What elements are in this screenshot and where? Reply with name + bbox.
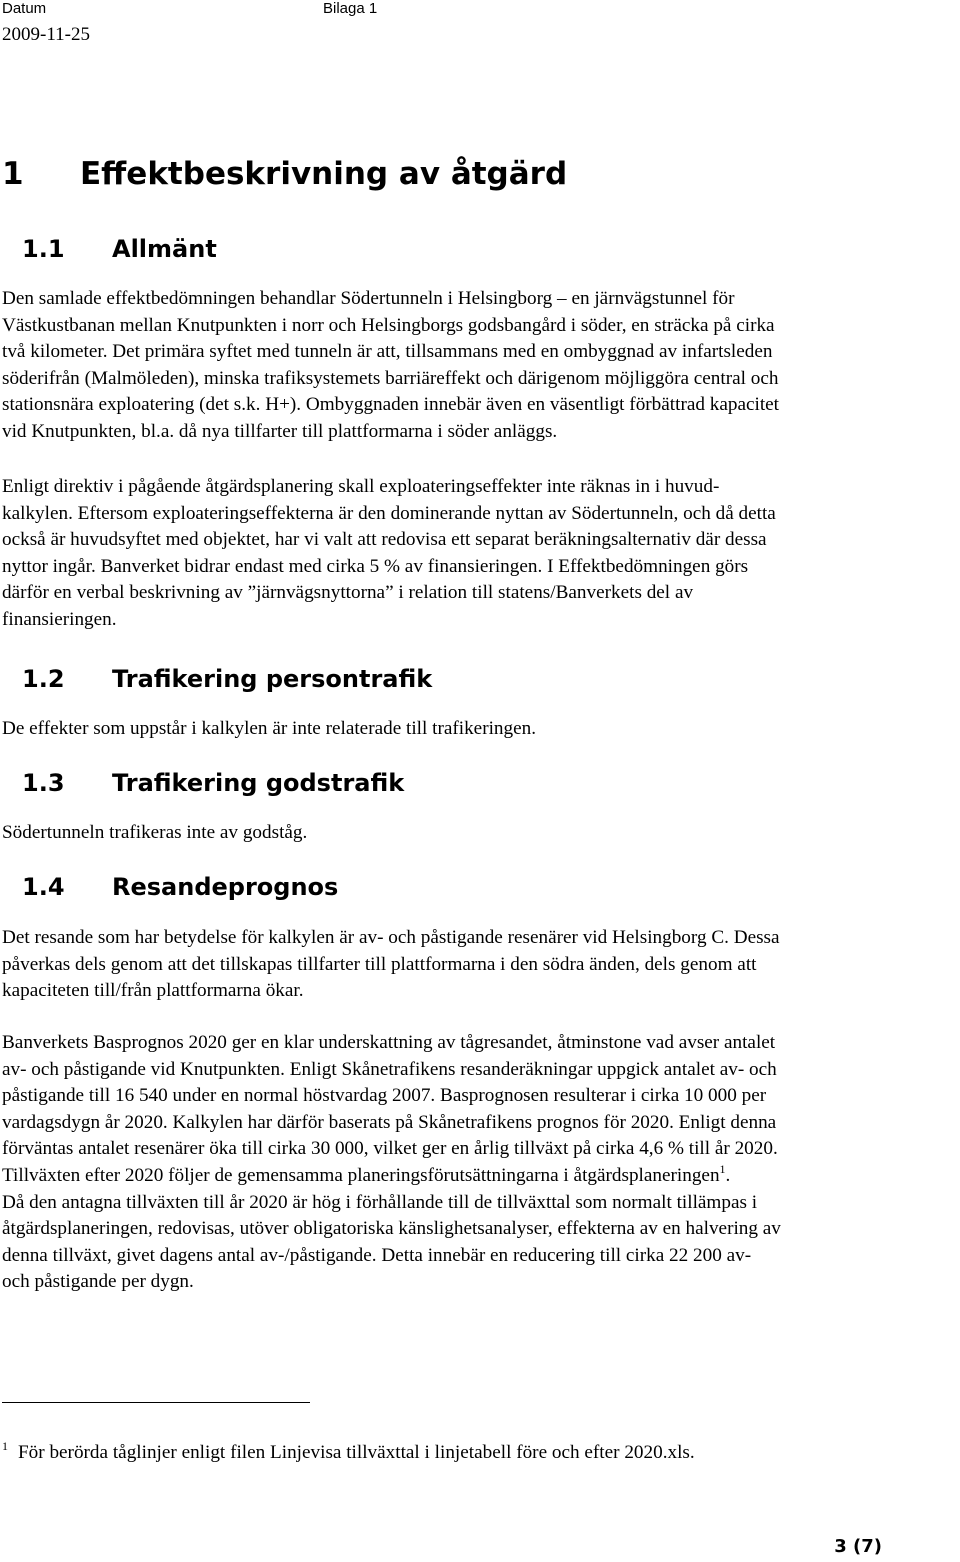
section-number: 1.4 [22,873,65,901]
sentence-end: . [725,1164,731,1186]
text-line: Enligt direktiv i pågående åtgärdsplanering skall exploateringseffekter inte räknas in i huvud- [2,476,720,497]
main-heading-title: Effektbeskrivning av åtgärd [80,156,568,192]
text-line: Västkustbanan mellan Knutpunkten i norr och Helsingborgs godsbangård i söder, en sträcka på cirka [2,314,775,336]
text-line: Den samlade effektbedömningen behandlar Södertunneln i Helsingborg – en järnvägstunnel för [2,288,735,309]
paragraph-general-intro [2,286,958,446]
text-line: Det resande som har betydelse för kalkylen är av- och påstigande resenärer vid Helsingborg C. Dessa [2,927,780,948]
paragraph-general-directive [2,474,958,634]
attachment-label: Bilaga 1 [323,0,378,17]
text-line: söderifrån (Malmöleden), minska trafiksystemets barriäreffekt och därigenom möjliggöra central och [2,367,779,389]
footnote-marker: 1 [2,1439,8,1453]
section-title: Resandeprognos [112,873,339,901]
text-line: denna tillväxt, givet dagens antal av-/påstigande. Detta innebär en reducering till cirka 22 200 av- [2,1244,752,1266]
text-line: stationsnära exploatering (det s.k. H+). Ombyggnaden innebär även en väsentligt förbättrad kapacitet [2,394,779,416]
section-title: Trafikering godstrafik [112,769,405,797]
text-line: nyttor ingår. Banverket bidrar endast med cirka 5 % av finansieringen. I Effektbedömningen görs [2,555,749,577]
section-heading-freight-traffic [22,768,404,798]
text-line: påstigande till 16 540 under en normal höstvardag 2007. Basprognosen resulterar i cirka 10 000 per [2,1085,767,1107]
page-number: 3 (7) [834,1536,882,1557]
section-title: Allmänt [112,235,217,263]
document-date: 2009-11-25 [2,24,90,45]
footnote-separator [2,1402,310,1403]
text-line: kapaciteten till/från plattformarna ökar. [2,980,304,1002]
text-line: och påstigande per dygn. [2,1271,194,1293]
main-heading [2,154,567,194]
text-line: också är huvudsyftet med objektet, har vi valt att redovisa ett separat beräkningsalternativ där dessa [2,529,767,551]
footnote [2,1440,695,1466]
section-number: 1.1 [22,235,65,263]
main-heading-number: 1 [2,156,24,192]
text-line: vardagsdygn år 2020. Kalkylen har därför baserats på Skånetrafikens prognos för 2020. Enligt denna [2,1111,777,1133]
date-label: Datum [2,0,47,17]
text-line: Södertunneln trafikeras inte av godståg. [2,822,308,843]
section-number: 1.2 [22,665,65,693]
text-line: förväntas antalet resenärer öka till cirka 30 000, vilket ger en årlig tillväxt på cirka 4,6 % till år 2020. [2,1138,778,1160]
text-line [2,1163,958,1190]
section-heading-passenger-traffic [22,664,432,694]
text-line: Då den antagna tillväxten till år 2020 är hög i förhållande till de tillväxttal som normalt tillämpas i [2,1191,758,1213]
paragraph-passenger-traffic [2,716,958,743]
text-line: kalkylen. Eftersom exploateringseffekterna är den dominerande nyttan av Södertunneln, och då detta [2,502,776,524]
footnote-reference[interactable]: 1 [719,1161,726,1176]
text-line-content: Tillväxten efter 2020 följer de gemensamma planeringsförutsättningarna i åtgärdsplaneringen [2,1164,720,1186]
text-line: av- och påstigande vid Knutpunkten. Enligt Skånetrafikens resanderäkningar uppgick antalet av- och [2,1058,777,1080]
text-line: De effekter som uppstår i kalkylen är inte relaterade till trafikeringen. [2,718,537,739]
footnote-text: För berörda tåglinjer enligt filen Linjevisa tillväxttal i linjetabell före och efter 2020.xls. [18,1442,695,1463]
text-line: finansieringen. [2,608,117,630]
section-title: Trafikering persontrafik [112,665,433,693]
text-line: därför en verbal beskrivning av ”järnvägsnyttorna” i relation till statens/Banverkets del av [2,582,694,604]
paragraph-freight-traffic [2,820,958,847]
section-heading-travel-forecast [22,872,338,902]
paragraph-forecast-details [2,1030,958,1296]
section-heading-general [22,234,217,264]
text-line: två kilometer. Det primära syftet med tunneln är att, tillsammans med en ombyggnad av infartsleden [2,341,773,363]
text-line: vid Knutpunkten, bl.a. då nya tillfarter till plattformarna i söder anläggs. [2,420,558,442]
paragraph-forecast-intro [2,925,958,1005]
text-line: åtgärdsplaneringen, redovisas, utöver obligatoriska känslighetsanalyser, effekterna av en halvering av [2,1218,781,1240]
text-line: Banverkets Basprognos 2020 ger en klar underskattning av tågresandet, åtminstone vad avser antalet [2,1032,776,1053]
text-line: påverkas dels genom att det tillskapas tillfarter till plattformarna i den södra änden, dels genom att [2,953,757,975]
section-number: 1.3 [22,769,65,797]
